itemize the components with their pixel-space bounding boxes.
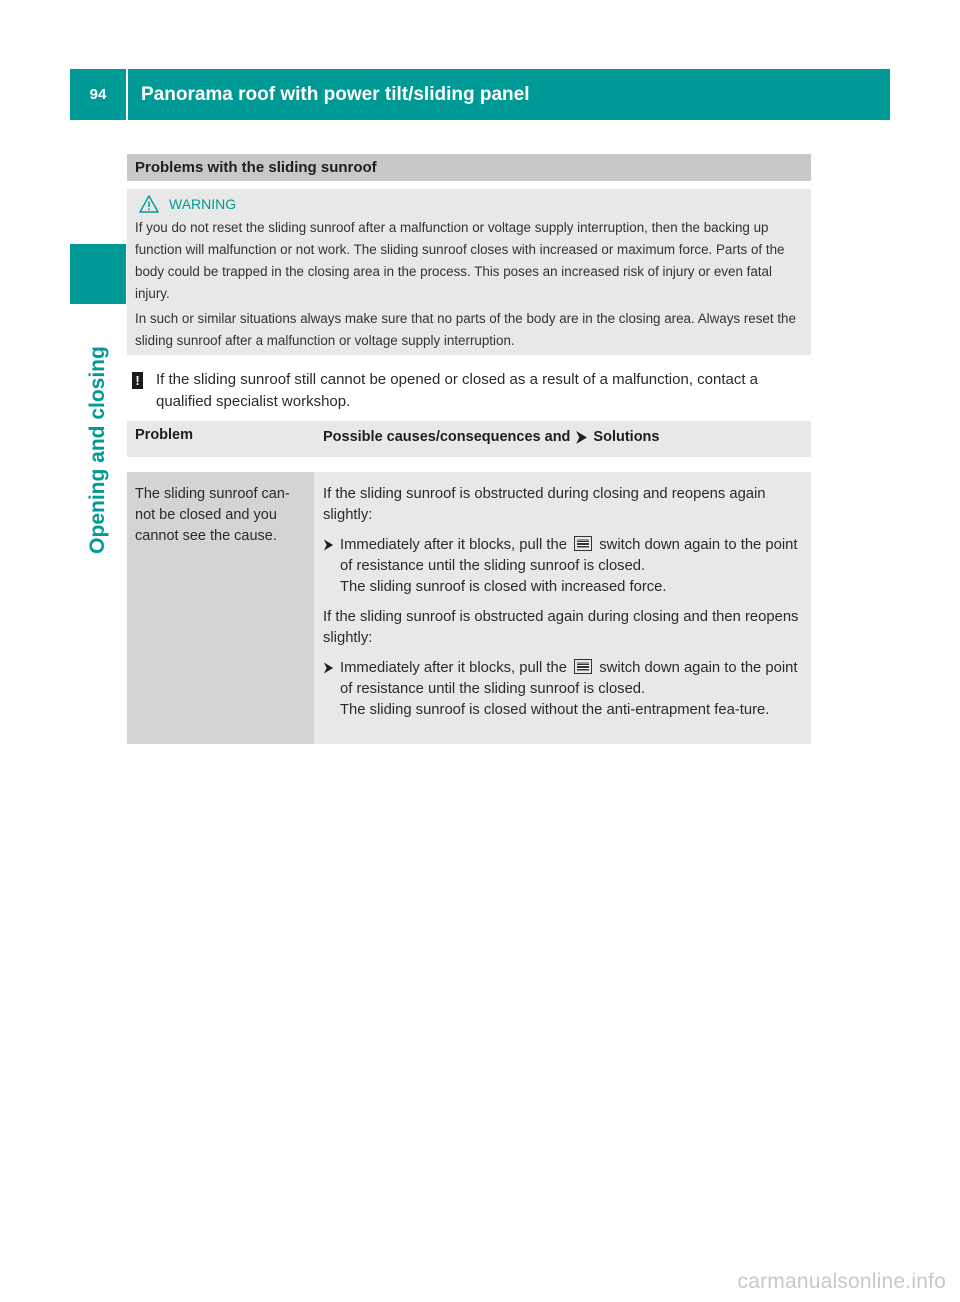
action-step-2-text-b: switch down again to the point of resistance until the sliding sunroof is closed. (340, 660, 798, 697)
problem-cell: The sliding sunroof can-not be closed and you cannot see the cause. (127, 472, 314, 744)
page-number: 94 (89, 86, 107, 103)
warning-paragraph-2: In such or similar situations always make sure that no parts of the body are in the closing area. Always reset the sliding sunroof after a malfunction or voltage supply interruption. (135, 311, 796, 348)
cause-text-1: If the sliding sunroof is obstructed during closing and reopens again slightly: (323, 486, 766, 523)
result-text-2: The sliding sunroof is closed without the anti-entrapment fea-ture. (340, 702, 770, 718)
note-block (127, 369, 811, 413)
warning-paragraph-1: If you do not reset the sliding sunroof after a malfunction or voltage supply interruption, then the backing up function will malfunction or not work. The sliding sunroof closes with increased or maximum force. Parts of the body could be trapped in the closing area in the process. This poses an increased risk of injury or even fatal injury. (135, 220, 785, 301)
header-divider (126, 69, 128, 120)
watermark: carmanualsonline.info (737, 1270, 946, 1293)
section-heading: Problems with the sliding sunroof (127, 154, 811, 181)
result-text-1: The sliding sunroof is closed with increased force. (340, 579, 667, 595)
section-marker (70, 244, 126, 304)
action-step-1-text-a: Immediately after it blocks, pull the (340, 537, 567, 553)
table-header-row (127, 421, 811, 459)
action-step-1 (323, 535, 805, 577)
sunroof-switch-icon (574, 659, 592, 674)
problem-table (127, 421, 811, 744)
column-header-problem: Problem (135, 427, 194, 443)
action-step-2 (323, 658, 805, 700)
column-header-solutions-text: Solutions (593, 429, 660, 445)
warning-header (135, 193, 803, 215)
warning-triangle-icon (139, 195, 159, 213)
solutions-cell (314, 472, 811, 744)
note-text: If the sliding sunroof still cannot be opened or closed as a result of a malfunction, contact a qualified specialist workshop. (156, 371, 759, 410)
action-arrow-icon (323, 662, 334, 674)
warning-box (127, 189, 811, 355)
action-step-2-text-a: Immediately after it blocks, pull the (340, 660, 567, 676)
table-row (127, 472, 811, 744)
cause-text-2: If the sliding sunroof is obstructed again during closing and then reopens slightly: (323, 609, 799, 646)
action-step-1-text-b: switch down again to the point of resistance until the sliding sunroof is closed. (340, 537, 798, 574)
action-arrow-icon (323, 539, 334, 551)
column-header-causes-text: Possible causes/consequences and (323, 429, 571, 445)
sidebar-section-label: Opening and closing (86, 346, 109, 554)
action-arrow-icon (575, 431, 588, 444)
page-title: Panorama roof with power tilt/sliding panel (141, 84, 530, 105)
column-header-causes (314, 421, 811, 457)
warning-label: WARNING (169, 196, 237, 212)
sunroof-switch-icon (574, 536, 592, 551)
exclamation-icon: ! (132, 372, 143, 389)
